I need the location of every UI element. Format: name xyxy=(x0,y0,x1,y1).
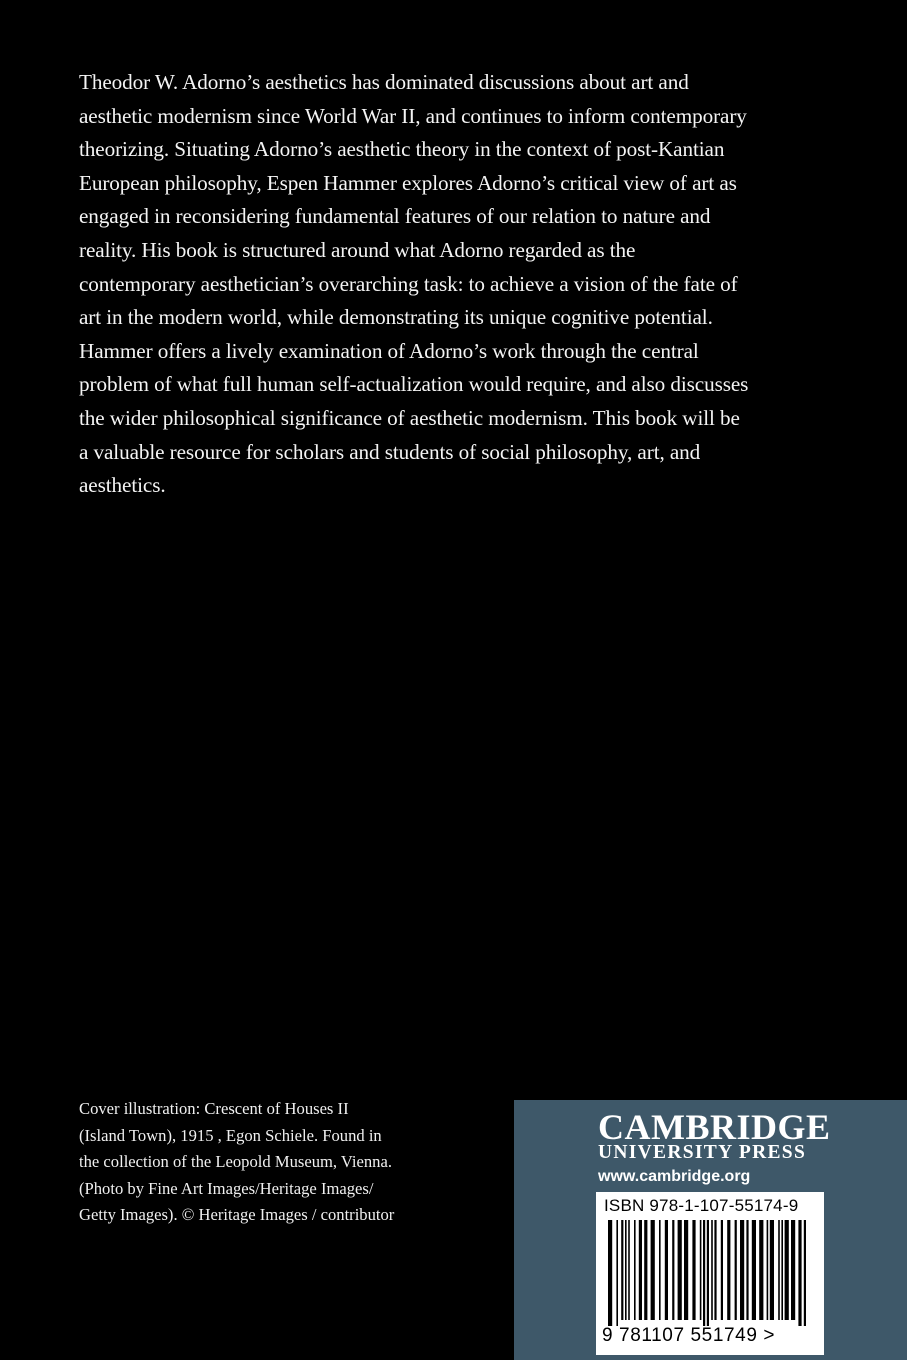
barcode-bar xyxy=(778,1220,780,1320)
barcode-bar xyxy=(665,1220,668,1320)
publisher-logo-name: CAMBRIDGE xyxy=(598,1107,831,1147)
barcode-bar xyxy=(621,1220,623,1320)
publisher-panel xyxy=(514,1100,907,1360)
credit-line: Getty Images). © Heritage Images / contributor xyxy=(79,1205,395,1224)
barcode-bar xyxy=(785,1220,789,1320)
barcode-bar xyxy=(770,1220,774,1320)
barcode-bar xyxy=(700,1220,702,1320)
isbn-barcode xyxy=(596,1192,824,1355)
barcode-bar xyxy=(692,1220,695,1320)
barcode-bar xyxy=(703,1220,705,1326)
cover-illustration-credit xyxy=(79,1096,499,1229)
barcode-bar xyxy=(616,1220,618,1326)
credit-line: the collection of the Leopold Museum, Vienna. xyxy=(79,1152,392,1171)
barcode-bar xyxy=(711,1220,713,1320)
barcode-bar xyxy=(684,1220,688,1320)
barcode-bar xyxy=(746,1220,748,1320)
barcode-bar xyxy=(639,1220,642,1320)
publisher-logo-subtitle: UNIVERSITY PRESS xyxy=(598,1142,807,1163)
barcode-bar xyxy=(752,1220,756,1320)
barcode-bar xyxy=(735,1220,737,1320)
barcode-bar xyxy=(721,1220,723,1320)
barcode-bar xyxy=(659,1220,661,1320)
barcode-digits: 9 781107 551749 > xyxy=(602,1325,776,1346)
barcode-bar xyxy=(678,1220,682,1320)
barcode-bar xyxy=(628,1220,630,1320)
barcode-bars xyxy=(606,1220,812,1326)
barcode-bar xyxy=(714,1220,716,1320)
barcode-bar xyxy=(759,1220,763,1320)
publisher-url: www.cambridge.org xyxy=(598,1168,751,1185)
barcode-bar xyxy=(644,1220,647,1320)
barcode-bar xyxy=(634,1220,636,1320)
barcode-bar xyxy=(672,1220,674,1320)
barcode-bar xyxy=(727,1220,730,1320)
barcode-bar xyxy=(625,1220,627,1320)
back-cover-description: Theodor W. Adorno’s aesthetics has dominated discussions about art and aesthetic modernism since World War II, and continues to inform contemporary theorizing. Situating Adorno’s aesthetic theory in the context of post-Kantian European philosophy, Espen Hammer explores Adorno’s critical view of art as engaged in reconsidering fundamental features of our relation to nature and reality. His book is structured around what Adorno regarded as the contemporary aesthetician’s overarching task: to achieve a vision of the fate of art in the modern world, while demonstrating its unique cognitive potential. Hammer offers a lively examination of Adorno’s work through the central problem of what full human self-actualization would require, and also discusses the wider philosophical significance of aesthetic modernism. This book will be a valuable resource for scholars and students of social philosophy, art, and aesthetics. xyxy=(79,70,749,498)
credit-line: Cover illustration: Crescent of Houses II xyxy=(79,1099,349,1118)
barcode-bar xyxy=(804,1220,806,1326)
barcode-bar xyxy=(608,1220,612,1326)
barcode-bar xyxy=(798,1220,801,1326)
barcode-bar xyxy=(791,1220,795,1320)
barcode-bar xyxy=(740,1220,744,1320)
isbn-label: ISBN 978-1-107-55174-9 xyxy=(604,1196,799,1215)
credit-line: (Island Town), 1915 , Egon Schiele. Found in xyxy=(79,1125,382,1145)
barcode-bar xyxy=(707,1220,709,1326)
barcode-bar xyxy=(781,1220,783,1320)
barcode-bar xyxy=(767,1220,769,1320)
barcode-bar xyxy=(651,1220,655,1320)
credit-line: (Photo by Fine Art Images/Heritage Images/ xyxy=(79,1178,374,1198)
